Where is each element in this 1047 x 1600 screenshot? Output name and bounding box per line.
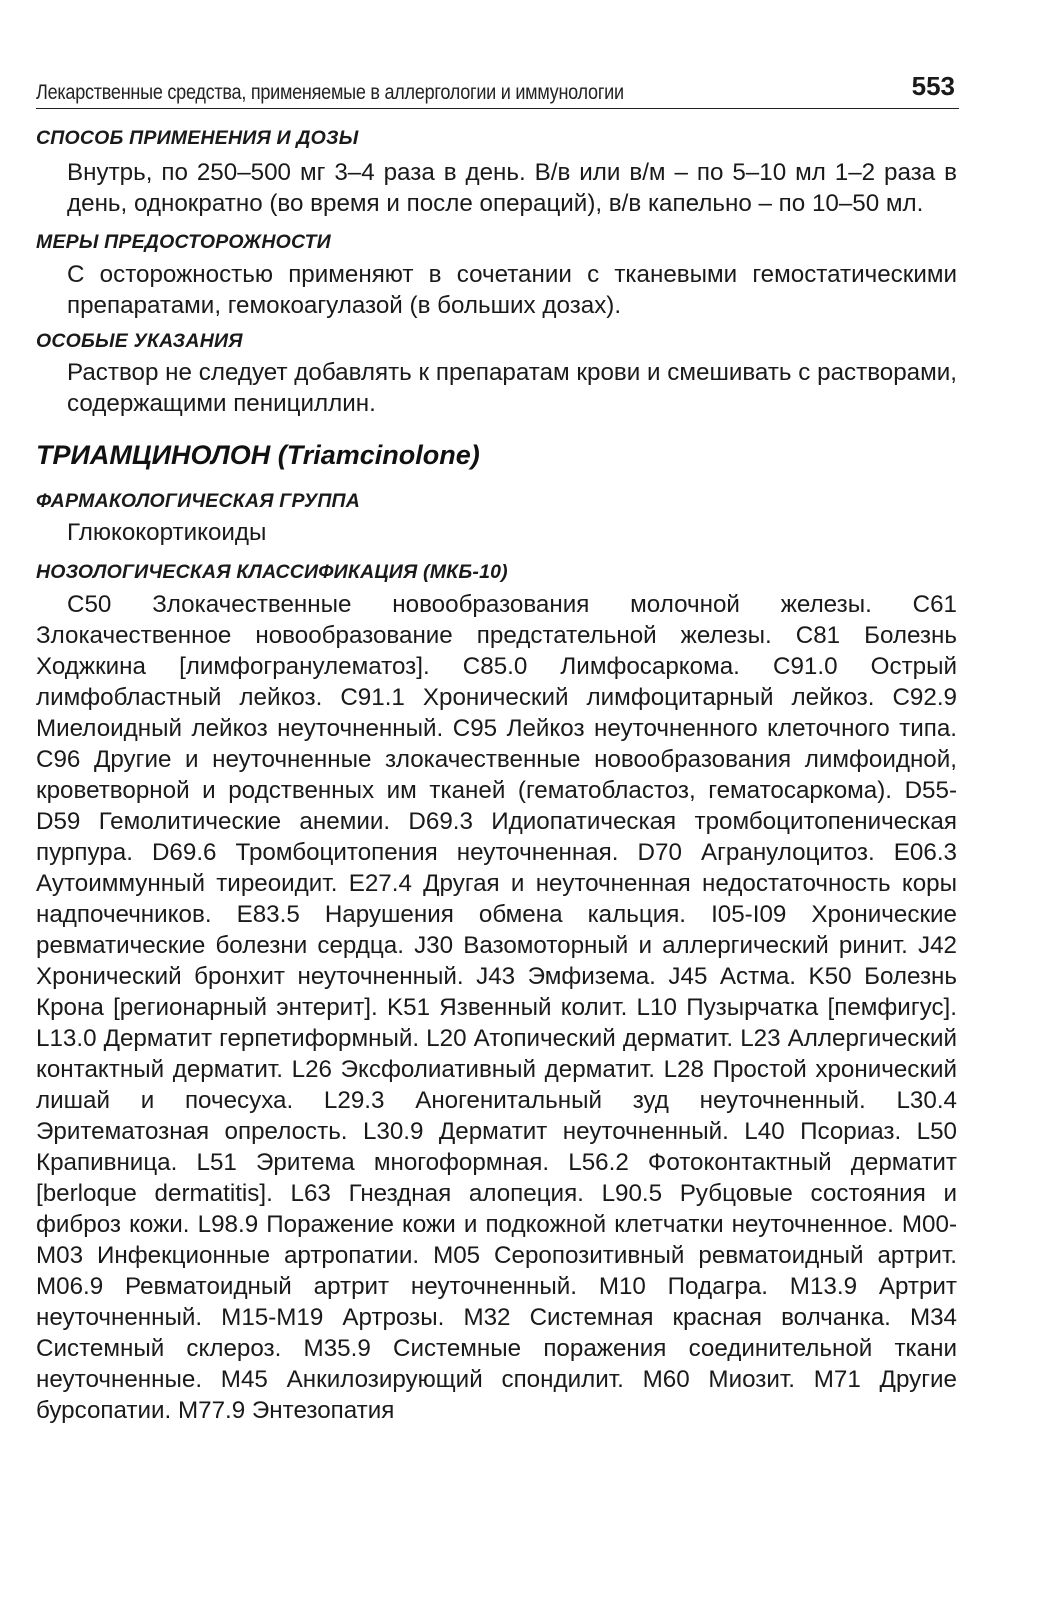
running-title: Лекарственные средства, применяемые в аллергологии и иммунологии [36, 81, 624, 104]
nosology-heading: НОЗОЛОГИЧЕСКАЯ КЛАССИФИКАЦИЯ (МКБ-10) [36, 561, 508, 583]
pharm-group-text: Глюкокортикоиды [67, 519, 267, 546]
pharm-group-heading: ФАРМАКОЛОГИЧЕСКАЯ ГРУППА [36, 490, 361, 512]
page-number: 553 [911, 71, 955, 101]
special-instructions-text: Раствор не следует добавлять к препаратам крови и смешивать с растворами, содержащими пенициллин. [67, 359, 957, 417]
special-instructions-heading: ОСОБЫЕ УКАЗАНИЯ [36, 330, 243, 352]
dosage-text: Внутрь, по 250–500 мг 3–4 раза в день. В/в или в/м – по 5–10 мл 1–2 раза в день, однократно (во время и после операций), в/в капельно – по 10–50 мл. [67, 159, 957, 217]
dosage-heading: СПОСОБ ПРИМЕНЕНИЯ И ДОЗЫ [36, 127, 359, 149]
drug-title: ТРИАМЦИНОЛОН (Triamcinolone) [36, 440, 480, 470]
precautions-text: С осторожностью применяют в сочетании с тканевыми гемостатическими препаратами, гемокоагулазой (в больших дозах). [67, 261, 957, 319]
running-header [36, 72, 959, 109]
nosology-text: С50 Злокачественные новообразования молочной железы. С61 Злокачественное новообразование предстательной железы. С81 Болезнь Ходжкина [лимфогранулематоз]. С85.0 Лимфосаркома. С91.0 Острый лимфобластный лейкоз. С91.1 Хронический лимфоцитарный лейкоз. С92.9 Миелоидный лейкоз неуточненный. С95 Лейкоз неуточненного клеточного типа. С96 Другие и неуточненные злокачественные новообразования лимфоидной, кроветворной и родственных им тканей (гематобластоз, гематосаркома). D55-D59 Гемолитические анемии. D69.3 Идиопатическая тромбоцитопеническая пурпура. D69.6 Тромбоцитопения неуточненная. D70 Агранулоцитоз. Е06.3 Аутоиммунный тиреоидит. Е27.4 Другая и неуточненная недостаточность коры надпочечников. Е83.5 Нарушения обмена кальция. I05-I09 Хронические ревматические болезни сердца. J30 Вазомоторный и аллергический ринит. J42 Хронический бронхит неуточненный. J43 Эмфизема. J45 Астма. K50 Болезнь Крона [регионарный энтерит]. K51 Язвенный колит. L10 Пузырчатка [пемфигус]. L13.0 Дерматит герпетиформный. L20 Атопический дерматит. L23 Аллергический контактный дерматит. L26 Эксфолиативный дерматит. L28 Простой хронический лишай и почесуха. L29.3 Аногенитальный зуд неуточненный. L30.4 Эритематозная опрелость. L30.9 Дерматит неуточненный. L40 Псориаз. L50 Крапивница. L51 Эритема многоформная. L56.2 Фотоконтактный дерматит [berloque dermatitis]. L63 Гнездная алопеция. L90.5 Рубцовые состояния и фиброз кожи. L98.9 Поражение кожи и подкожной клетчатки неуточненное. M00-M03 Инфекционные артропатии. M05 Серопозитивный ревматоидный артрит. M06.9 Ревматоидный артрит неуточненный. M10 Подагра. M13.9 Артрит неуточненный. M15-M19 Артрозы. M32 Системная красная волчанка. M34 Системный склероз. M35.9 Системные поражения соединительной ткани неуточненные. M45 Анкилозирующий спондилит. M60 Миозит. M71 Другие бурсопатии. M77.9 Энтезопатия [36, 591, 957, 1424]
precautions-heading: МЕРЫ ПРЕДОСТОРОЖНОСТИ [36, 231, 331, 253]
